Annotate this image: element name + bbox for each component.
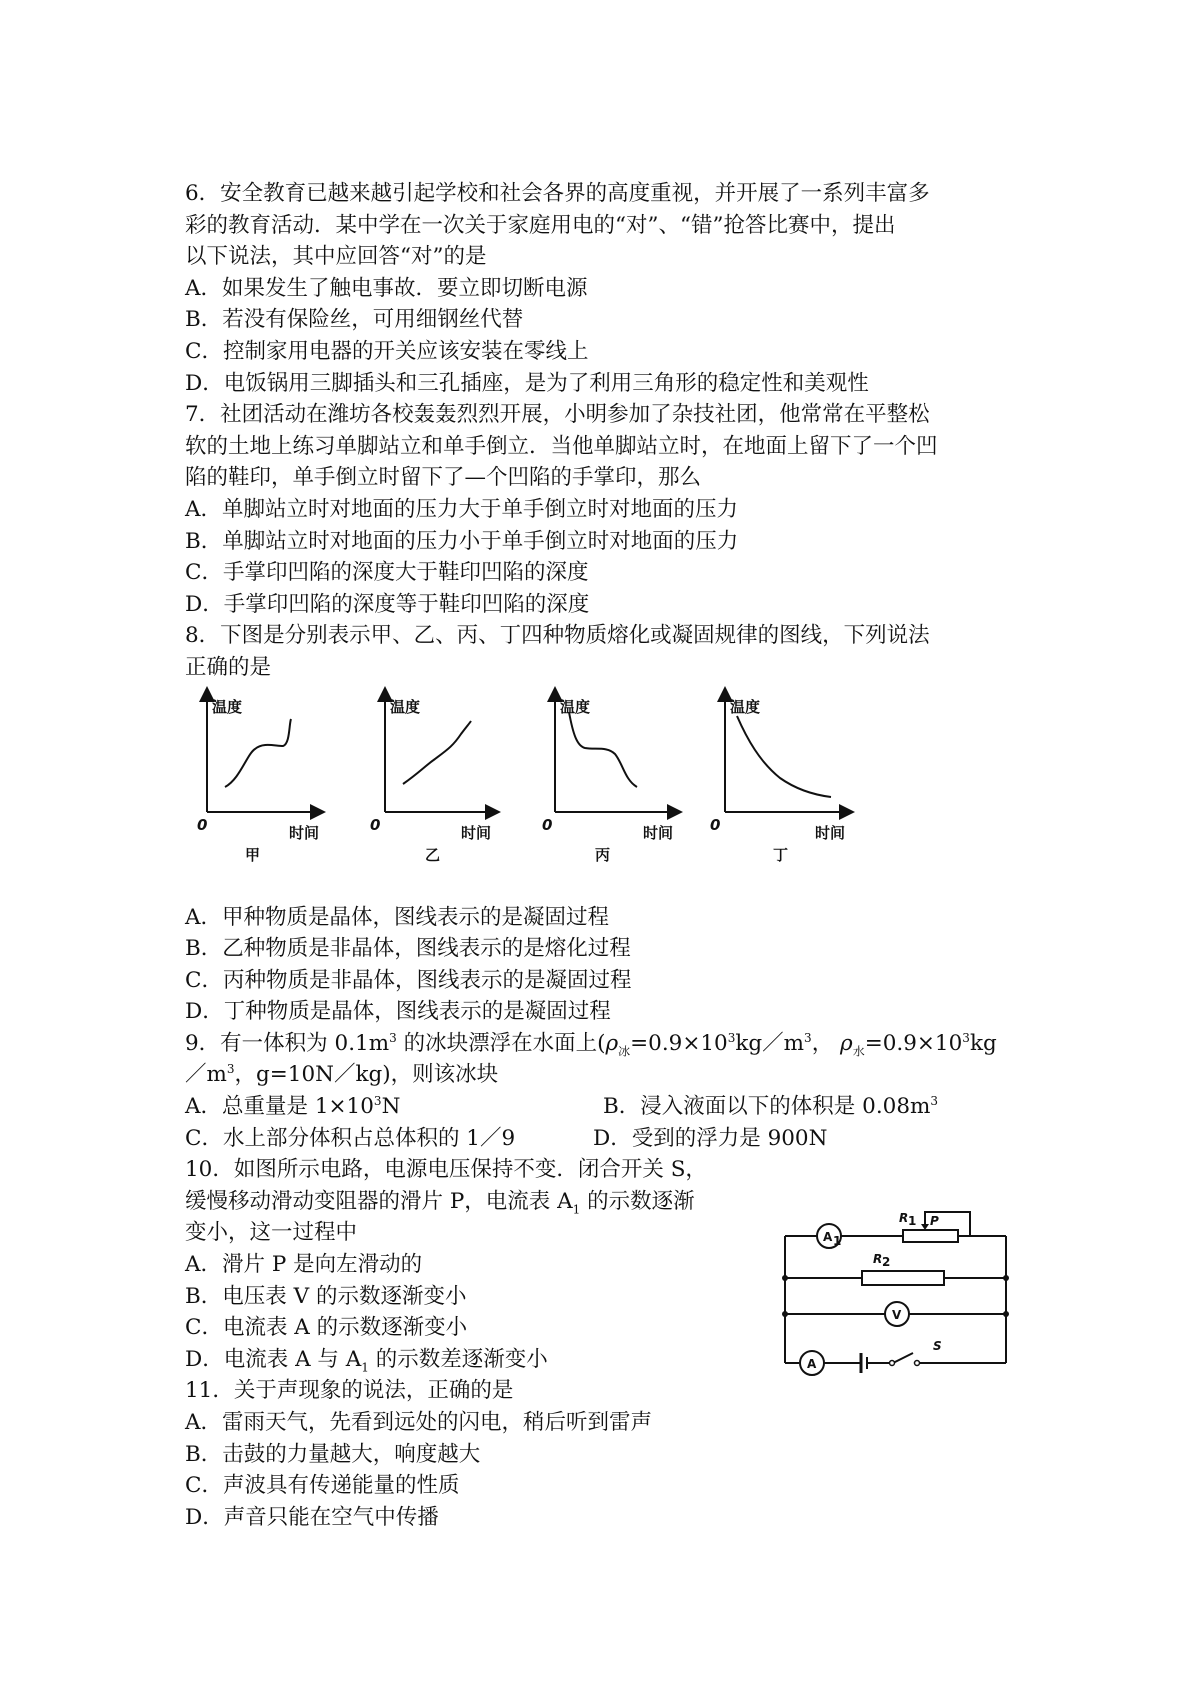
q9-stem-part: ， bbox=[811, 1030, 834, 1056]
q6-stem-line-3: 以下说法，其中应回答“对”的是 bbox=[185, 244, 487, 270]
graph-ding-curve bbox=[737, 716, 831, 797]
ammeter-a-label: A bbox=[807, 1357, 817, 1372]
question-11 bbox=[185, 1375, 1030, 1533]
q8-graphs-svg bbox=[185, 684, 885, 902]
question-7 bbox=[185, 399, 1030, 620]
junction-dot bbox=[1003, 1275, 1009, 1281]
q6-stem-line-2: 彩的教育活动．某中学在一次关于家庭用电的“对”、“错”抢答比赛中，提出 bbox=[185, 212, 896, 238]
ammeter-a1-sub: 1 bbox=[833, 1234, 842, 1249]
graph-bing-name: 丙 bbox=[595, 845, 611, 864]
subscript-ice: 冰 bbox=[618, 1044, 631, 1059]
r2-sub: 2 bbox=[882, 1255, 891, 1270]
circuit-diagram bbox=[775, 1196, 1035, 1386]
graph-ding bbox=[710, 694, 847, 864]
q8-stem-line-1: 8．下图是分别表示甲、乙、丙、丁四种物质熔化或凝固规律的图线，下列说法 bbox=[185, 623, 930, 649]
q9-stem-part: kg bbox=[969, 1030, 997, 1056]
q7-stem-line-1: 7．社团活动在潍坊各校轰轰烈烈开展，小明参加了杂技社团，他常常在平整松 bbox=[185, 402, 930, 428]
q7-option-d: D．手掌印凹陷的深度等于鞋印凹陷的深度 bbox=[185, 591, 590, 617]
q8-option-c: C．丙种物质是非晶体，图线表示的是凝固过程 bbox=[185, 967, 632, 993]
q10-option-d bbox=[185, 1344, 745, 1376]
superscript-3: 3 bbox=[962, 1030, 970, 1045]
r1-label: R bbox=[899, 1211, 909, 1226]
q9-stem-part: kg／m bbox=[735, 1030, 805, 1056]
q9-stem-part: =0.9×10 bbox=[630, 1030, 728, 1056]
q7-option-c: C．手掌印凹陷的深度大于鞋印凹陷的深度 bbox=[185, 560, 589, 586]
q11-option-b: B．击鼓的力量越大，响度越大 bbox=[185, 1441, 481, 1467]
q10-stem-line-2 bbox=[185, 1186, 745, 1218]
graph-jia-curve bbox=[225, 719, 291, 787]
graph-jia-ylabel: 温度 bbox=[212, 697, 243, 716]
q9-option-b bbox=[603, 1091, 938, 1123]
graph-jia bbox=[197, 694, 319, 864]
q11-stem: 11．关于声现象的说法，正确的是 bbox=[185, 1378, 514, 1404]
superscript-3: 3 bbox=[389, 1030, 397, 1045]
q6-option-c: C．控制家用电器的开关应该安装在零线上 bbox=[185, 338, 589, 364]
switch-contact bbox=[915, 1361, 920, 1366]
graph-jia-xlabel: 时间 bbox=[289, 823, 320, 842]
q6-option-d: D．电饭锅用三脚插头和三孔插座，是为了利用三角形的稳定性和美观性 bbox=[185, 370, 869, 396]
junction-dot bbox=[782, 1311, 788, 1317]
q8-option-b: B．乙种物质是非晶体，图线表示的是熔化过程 bbox=[185, 936, 631, 962]
q9-option-b-text: B．浸入液面以下的体积是 0.08m bbox=[603, 1094, 931, 1120]
graph-ding-origin: 0 bbox=[710, 815, 721, 834]
q9-options-ab bbox=[185, 1091, 1030, 1123]
switch-contact bbox=[890, 1361, 895, 1366]
exam-page bbox=[185, 178, 1030, 1533]
q10-option-d-text: 的示数差逐渐变小 bbox=[368, 1346, 548, 1372]
q7-option-a: A．单脚站立时对地面的压力大于单手倒立时对地面的压力 bbox=[185, 496, 739, 522]
q7-option-b: B．单脚站立时对地面的压力小于单手倒立时对地面的压力 bbox=[185, 528, 739, 554]
q9-stem-part: =0.9×10 bbox=[864, 1030, 963, 1056]
superscript-3: 3 bbox=[804, 1030, 812, 1045]
subscript-water: 水 bbox=[852, 1044, 865, 1059]
switch-s-label: S bbox=[933, 1339, 942, 1354]
r2-label: R bbox=[873, 1252, 883, 1267]
graph-bing-origin: 0 bbox=[542, 815, 553, 834]
q7-stem-line-3: 陷的鞋印，单手倒立时留下了—个凹陷的手掌印，那么 bbox=[185, 465, 702, 491]
junction-dot bbox=[782, 1275, 788, 1281]
subscript-1: 1 bbox=[361, 1360, 369, 1375]
q9-stem-part: ，g=10N／kg)，则该冰块 bbox=[234, 1062, 499, 1088]
q10-stem-part: 的示数逐渐 bbox=[580, 1188, 695, 1214]
graph-ding-xlabel: 时间 bbox=[815, 823, 846, 842]
superscript-3: 3 bbox=[727, 1030, 736, 1045]
graph-yi-name: 乙 bbox=[425, 845, 441, 864]
rho-symbol: ρ bbox=[840, 1030, 853, 1056]
graph-yi-origin: 0 bbox=[370, 815, 381, 834]
q9-stem-part: 的冰块漂浮在水面上( bbox=[396, 1030, 606, 1056]
graph-ding-name: 丁 bbox=[773, 845, 789, 864]
q10-text bbox=[185, 1154, 745, 1375]
graph-jia-origin: 0 bbox=[197, 815, 208, 834]
question-10 bbox=[185, 1154, 1030, 1375]
q11-option-d: D．声音只能在空气中传播 bbox=[185, 1504, 439, 1530]
q8-option-d: D．丁种物质是晶体，图线表示的是凝固过程 bbox=[185, 999, 611, 1025]
q6-option-b: B．若没有保险丝，可用细钢丝代替 bbox=[185, 307, 524, 333]
junction-dot bbox=[1003, 1311, 1009, 1317]
graph-yi-ylabel: 温度 bbox=[390, 697, 421, 716]
graph-bing-ylabel: 温度 bbox=[560, 697, 591, 716]
graph-ding-ylabel: 温度 bbox=[730, 697, 761, 716]
voltmeter-label: V bbox=[892, 1308, 902, 1323]
question-9 bbox=[185, 1028, 1030, 1154]
q10-option-b: B．电压表 V 的示数逐渐变小 bbox=[185, 1283, 467, 1309]
q9-stem-part: 9．有一体积为 0.1m bbox=[185, 1030, 390, 1056]
question-6 bbox=[185, 178, 1030, 399]
q11-option-a: A．雷雨天气，先看到远处的闪电，稍后听到雷声 bbox=[185, 1410, 653, 1435]
r1-sub: 1 bbox=[908, 1214, 917, 1229]
resistor-r1 bbox=[903, 1230, 958, 1242]
graph-bing-curve bbox=[569, 712, 637, 787]
q10-option-a: A．滑片 P 是向左滑动的 bbox=[185, 1252, 423, 1278]
q11-option-c: C．声波具有传递能量的性质 bbox=[185, 1473, 460, 1499]
q6-stem-line-1: 6．安全教育已越来越引起学校和社会各界的高度重视，并开展了一系列丰富多 bbox=[185, 181, 930, 206]
q9-stem-part: ／m bbox=[185, 1062, 227, 1088]
rho-symbol: ρ bbox=[605, 1030, 619, 1056]
superscript-3: 3 bbox=[373, 1093, 382, 1108]
graph-bing-xlabel: 时间 bbox=[643, 823, 674, 842]
q10-option-c: C．电流表 A 的示数逐渐变小 bbox=[185, 1315, 468, 1341]
graph-jia-name: 甲 bbox=[245, 845, 261, 864]
q8-stem-line-2: 正确的是 bbox=[185, 654, 272, 680]
graph-yi bbox=[370, 694, 493, 864]
graph-yi-curve bbox=[403, 721, 471, 784]
q8-graphs bbox=[185, 684, 1030, 902]
q9-option-d: D．受到的浮力是 900N bbox=[593, 1125, 828, 1151]
resistor-r2 bbox=[862, 1271, 944, 1285]
q8-option-a: A．甲种物质是晶体，图线表示的是凝固过程 bbox=[185, 904, 610, 930]
superscript-3: 3 bbox=[226, 1062, 235, 1077]
slider-p-label: P bbox=[930, 1214, 939, 1229]
subscript-1: 1 bbox=[572, 1202, 581, 1217]
q7-stem-line-2: 软的土地上练习单脚站立和单手倒立．当他单脚站立时，在地面上留下了一个凹 bbox=[185, 433, 938, 459]
graph-yi-xlabel: 时间 bbox=[461, 823, 492, 842]
q9-option-c: C．水上部分体积占总体积的 1／9 bbox=[185, 1125, 516, 1151]
q9-option-a-unit: N bbox=[381, 1094, 401, 1120]
graph-bing bbox=[542, 694, 675, 864]
q6-option-a: A．如果发生了触电事故．要立即切断电源 bbox=[185, 275, 588, 301]
q10-stem-line-1: 10．如图所示电路，电源电压保持不变．闭合开关 S， bbox=[185, 1157, 707, 1183]
question-8 bbox=[185, 620, 1030, 1028]
q9-stem-line-1 bbox=[185, 1028, 1030, 1060]
q10-option-d-text: D．电流表 A 与 A bbox=[185, 1346, 362, 1372]
ammeter-a1-label: A bbox=[823, 1230, 833, 1245]
q9-option-a bbox=[185, 1091, 603, 1123]
superscript-3: 3 bbox=[930, 1093, 939, 1108]
q10-stem-part: 缓慢移动滑动变阻器的滑片 P，电流表 A bbox=[185, 1188, 573, 1214]
q9-stem-line-2 bbox=[185, 1059, 1030, 1091]
q9-option-a-text: A．总重量是 1×10 bbox=[185, 1094, 374, 1120]
switch-s bbox=[893, 1353, 913, 1363]
q9-options-cd bbox=[185, 1123, 1030, 1155]
q10-stem-line-3: 变小，这一过程中 bbox=[185, 1220, 358, 1246]
